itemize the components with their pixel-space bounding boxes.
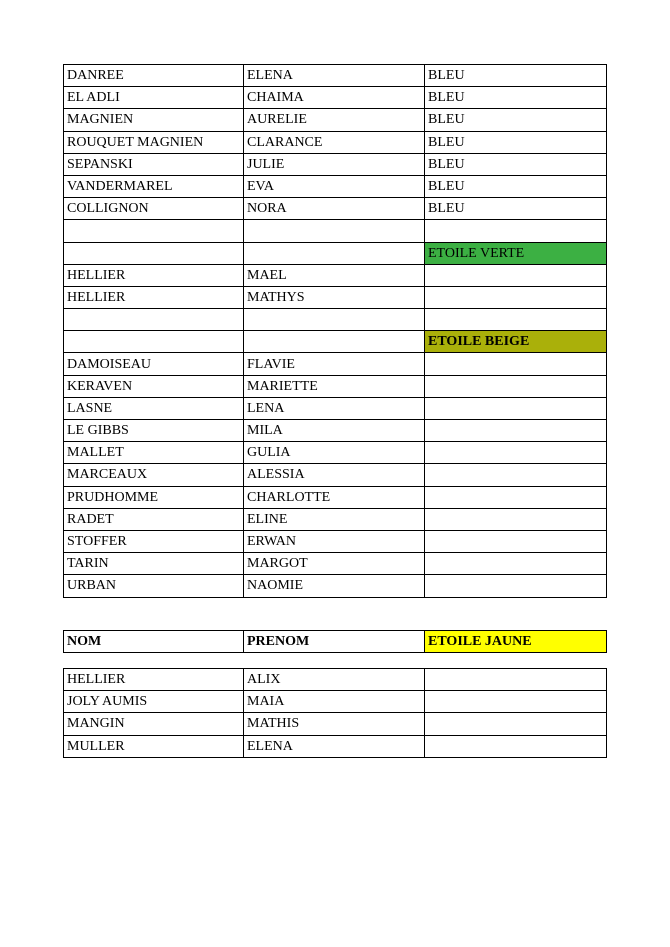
cell-group [425,220,607,242]
cell-nom: MANGIN [64,713,244,735]
cell-nom: DANREE [64,65,244,87]
cell-prenom: MARGOT [244,553,425,575]
cell-nom: HELLIER [64,286,244,308]
table-row [64,508,607,530]
table-row [64,420,607,442]
cell-nom: HELLIER [64,264,244,286]
cell-group [425,397,607,419]
cell-prenom: FLAVIE [244,353,425,375]
table-row [64,87,607,109]
student-group-table [63,64,607,598]
cell-prenom: MAIA [244,691,425,713]
table-row [64,713,607,735]
table-row [64,198,607,220]
table-row [64,353,607,375]
table-row [64,331,607,353]
table-row [64,109,607,131]
cell-prenom [244,242,425,264]
cell-nom: ROUQUET MAGNIEN [64,131,244,153]
table-row [64,553,607,575]
cell-nom: LASNE [64,397,244,419]
cell-group [425,713,607,735]
cell-group [425,553,607,575]
table-row [64,175,607,197]
cell-nom: RADET [64,508,244,530]
table-row [64,735,607,757]
cell-group: BLEU [425,198,607,220]
cell-nom: LE GIBBS [64,420,244,442]
table-row [64,220,607,242]
cell-nom: MARCEAUX [64,464,244,486]
cell-prenom: JULIE [244,153,425,175]
cell-nom: MULLER [64,735,244,757]
cell-nom: KERAVEN [64,375,244,397]
table-row [64,464,607,486]
cell-group: ETOILE BEIGE [425,331,607,353]
cell-prenom: MARIETTE [244,375,425,397]
cell-prenom: ELENA [244,735,425,757]
cell-prenom: ALIX [244,669,425,691]
table-row [64,375,607,397]
cell-prenom: LENA [244,397,425,419]
cell-group [425,264,607,286]
cell-prenom: MATHIS [244,713,425,735]
cell-group [425,530,607,552]
cell-prenom: CHAIMA [244,87,425,109]
table-row [64,65,607,87]
cell-prenom: ALESSIA [244,464,425,486]
cell-prenom: CLARANCE [244,131,425,153]
header-etoile-jaune: ETOILE JAUNE [425,631,607,653]
table-row [64,242,607,264]
cell-prenom: MATHYS [244,286,425,308]
cell-prenom: GULIA [244,442,425,464]
table-row [64,486,607,508]
cell-group [425,353,607,375]
cell-group [425,691,607,713]
cell-prenom [244,220,425,242]
cell-group: BLEU [425,65,607,87]
table-row [64,442,607,464]
table-row [64,286,607,308]
cell-nom: PRUDHOMME [64,486,244,508]
cell-nom: MAGNIEN [64,109,244,131]
table-row [64,153,607,175]
cell-nom: STOFFER [64,530,244,552]
cell-group [425,309,607,331]
table-row [64,669,607,691]
cell-group: BLEU [425,109,607,131]
cell-group [425,575,607,597]
cell-prenom: CHARLOTTE [244,486,425,508]
cell-group [425,286,607,308]
cell-group: BLEU [425,175,607,197]
table-row [64,575,607,597]
header-row [64,631,607,653]
cell-nom: DAMOISEAU [64,353,244,375]
table-row [64,691,607,713]
cell-prenom [244,309,425,331]
cell-group [425,735,607,757]
cell-prenom: ERWAN [244,530,425,552]
cell-nom [64,309,244,331]
cell-group [425,486,607,508]
cell-nom [64,220,244,242]
table-row [64,397,607,419]
table-row [64,264,607,286]
cell-nom: JOLY AUMIS [64,691,244,713]
cell-prenom [244,331,425,353]
cell-group: BLEU [425,131,607,153]
cell-group [425,508,607,530]
table-row [64,131,607,153]
cell-prenom: NORA [244,198,425,220]
cell-prenom: EVA [244,175,425,197]
cell-prenom: AURELIE [244,109,425,131]
cell-nom: HELLIER [64,669,244,691]
cell-nom [64,331,244,353]
cell-nom: TARIN [64,553,244,575]
cell-prenom: NAOMIE [244,575,425,597]
cell-group [425,669,607,691]
column-header-table [63,630,607,653]
cell-nom: URBAN [64,575,244,597]
cell-prenom: MAEL [244,264,425,286]
cell-group: ETOILE VERTE [425,242,607,264]
cell-group: BLEU [425,153,607,175]
cell-nom: EL ADLI [64,87,244,109]
cell-group [425,420,607,442]
cell-group [425,442,607,464]
cell-nom [64,242,244,264]
cell-prenom: MILA [244,420,425,442]
cell-prenom: ELENA [244,65,425,87]
header-nom: NOM [64,631,244,653]
cell-prenom: ELINE [244,508,425,530]
table-row [64,530,607,552]
cell-group: BLEU [425,87,607,109]
cell-nom: VANDERMAREL [64,175,244,197]
cell-nom: SEPANSKI [64,153,244,175]
header-prenom: PRENOM [244,631,425,653]
cell-group [425,375,607,397]
table-row [64,309,607,331]
cell-group [425,464,607,486]
cell-nom: COLLIGNON [64,198,244,220]
cell-nom: MALLET [64,442,244,464]
etoile-jaune-table [63,668,607,758]
